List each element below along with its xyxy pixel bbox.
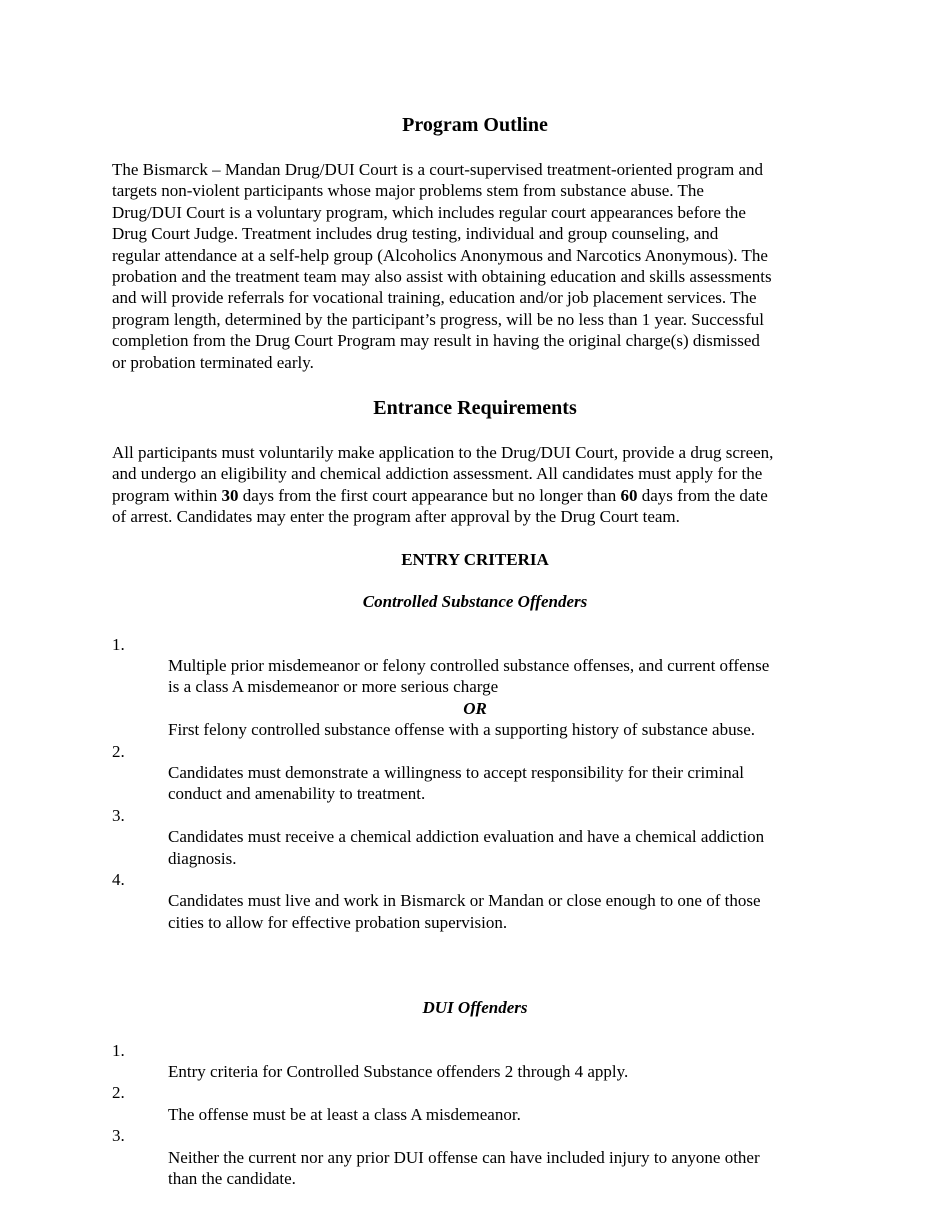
list-item [112, 1082, 838, 1125]
list-item-number: 4. [112, 869, 125, 889]
list-item-number: 1. [112, 1040, 125, 1060]
document-page [112, 112, 838, 1189]
entrance-text-part-3: days from the date of arrest. Candidates may enter the program after approval by the Drug Court team. [112, 485, 768, 527]
dui-offenders-list [112, 1040, 838, 1190]
entrance-days-60: 60 [620, 485, 638, 505]
entrance-text-part-2: days from the first court appearance but no longer than [238, 485, 621, 505]
list-item-number: 3. [112, 1126, 125, 1146]
program-outline-paragraph: The Bismarck – Mandan Drug/DUI Court is a court-supervised treatment-oriented program and targets non-violent participants whose major problems stem from substance abuse. The Drug/DUI Court is a voluntary program, which includes regular court appearances before the Drug Court Judge. Treatment includes drug testing, individual and group counseling, and regular attendance at a self-help group (Alcoholics Anonymous and Narcotics Anonymous). The probation and the treatment team may also assist with obtaining education and skills assessments and will provide referrals for vocational training, education and/or job placement services. The program length, determined by the participant’s progress, will be no less than 1 year. Successful completion from the Drug Court Program may result in having the original charge(s) dismissed or probation terminated early. [112, 160, 772, 372]
list-item-number: 3. [112, 805, 125, 825]
list-item-text: Candidates must live and work in Bismarck or Mandan or close enough to one of those cities to allow for effective probation supervision. [168, 891, 761, 932]
entrance-requirements-title: Entrance Requirements [373, 397, 577, 420]
list-item [112, 634, 838, 698]
controlled-substance-list [112, 634, 838, 934]
dui-offenders-heading: DUI Offenders [422, 998, 528, 1018]
entrance-days-30: 30 [221, 485, 239, 505]
list-item-text: Neither the current nor any prior DUI offense can have included injury to anyone other than the candidate. [168, 1147, 760, 1189]
list-item-text: Candidates must receive a chemical addiction evaluation and have a chemical addiction diagnosis. [168, 827, 765, 868]
entrance-requirements-paragraph [112, 442, 838, 528]
or-label: OR [463, 698, 487, 718]
list-item-number: 2. [112, 741, 125, 761]
list-item-text: Entry criteria for Controlled Substance offenders 2 through 4 apply. [168, 1062, 629, 1081]
entry-criteria-heading: ENTRY CRITERIA [401, 549, 549, 569]
list-item [112, 1040, 838, 1083]
list-item [112, 805, 838, 869]
list-item-text: The offense must be at least a class A misdemeanor. [168, 1104, 521, 1124]
list-item-number: 1. [112, 634, 125, 654]
list-item-alternative: First felony controlled substance offense with a supporting history of substance abuse. [168, 720, 756, 740]
list-item [112, 741, 838, 805]
list-item-number: 2. [112, 1083, 125, 1103]
list-item-text: Candidates must demonstrate a willingness to accept responsibility for their criminal conduct and amenability to treatment. [168, 762, 744, 804]
controlled-substance-heading: Controlled Substance Offenders [362, 592, 588, 612]
list-item [112, 1125, 838, 1189]
entrance-text-part-1: All participants must voluntarily make application to the Drug/DUI Court, provide a drug screen, and undergo an eligibility and chemical addiction assessment. All candidates must apply for the program within [112, 443, 774, 505]
program-outline-title: Program Outline [402, 114, 548, 136]
list-item-text: Multiple prior misdemeanor or felony controlled substance offenses, and current offense is a class A misdemeanor or more serious charge [168, 655, 770, 697]
list-item [112, 869, 838, 933]
